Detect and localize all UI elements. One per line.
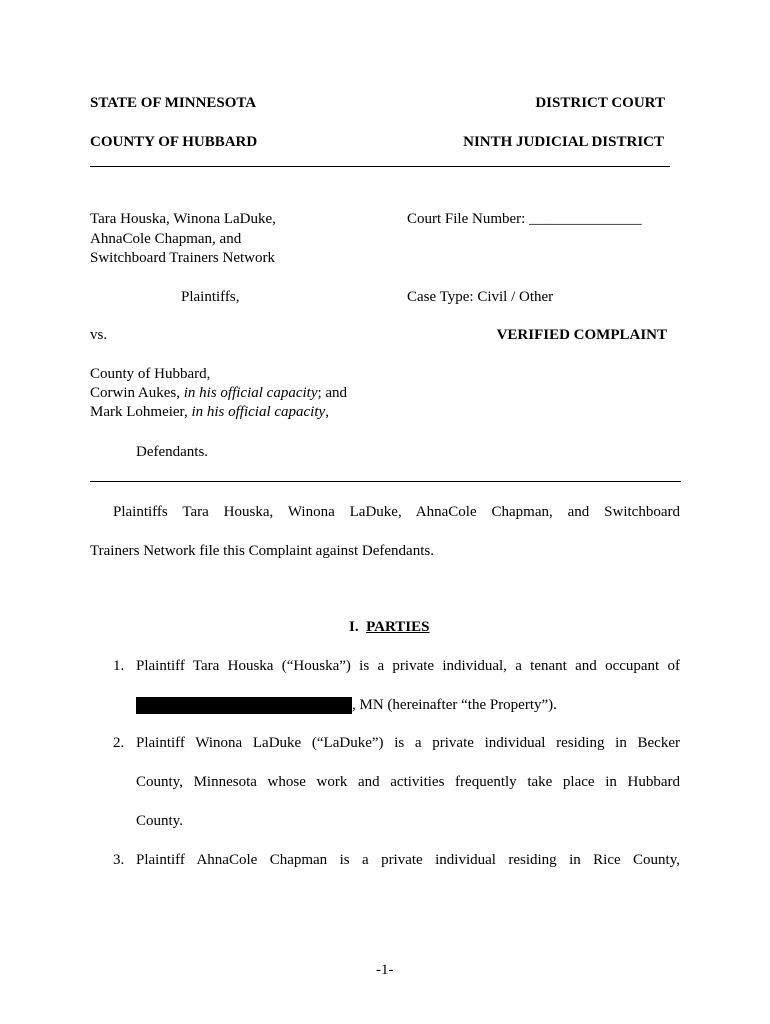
intro-line-2: Trainers Network file this Complaint against Defendants. — [90, 543, 434, 559]
defendant-lohmeier-suffix: , — [325, 404, 329, 420]
county-heading: COUNTY OF HUBBARD — [90, 134, 258, 150]
case-type: Case Type: Civil / Other — [407, 289, 554, 305]
paragraph-1-line-2: , MN (hereinafter “the Property”). — [352, 697, 557, 713]
defendants-label: Defendants. — [136, 444, 209, 460]
redaction-bar — [136, 697, 352, 714]
section-number: I. — [349, 619, 359, 635]
defendant-aukes-name: Corwin Aukes, — [90, 385, 184, 401]
defendant-county: County of Hubbard, — [90, 366, 211, 382]
paragraph-2-number: 2. — [113, 735, 125, 751]
district-heading: NINTH JUDICIAL DISTRICT — [463, 134, 664, 150]
defendant-lohmeier — [90, 403, 329, 422]
plaintiffs-label: Plaintiffs, — [181, 289, 240, 305]
defendant-aukes — [90, 384, 347, 403]
plaintiffs-names-line-2: AhnaCole Chapman, and — [90, 231, 242, 247]
intro-line-1: Plaintiffs Tara Houska, Winona LaDuke, AhnaCole Chapman, and Switchboard — [113, 504, 680, 520]
plaintiffs-names-line-1: Tara Houska, Winona LaDuke, — [90, 211, 276, 227]
paragraph-2-line-2: County, Minnesota whose work and activities frequently take place in Hubbard — [136, 774, 680, 790]
page-number: -1- — [376, 962, 394, 978]
court-heading: DISTRICT COURT — [535, 95, 665, 111]
paragraph-2-line-3: County. — [136, 813, 183, 829]
defendant-aukes-suffix: ; and — [317, 385, 348, 401]
caption-separator — [90, 481, 681, 482]
defendant-aukes-role: in his official capacity — [183, 385, 318, 401]
defendant-lohmeier-name: Mark Lohmeier, — [90, 404, 192, 420]
section-title: PARTIES — [366, 619, 430, 635]
plaintiffs-names-line-3: Switchboard Trainers Network — [90, 250, 275, 266]
paragraph-3-line-1: Plaintiff AhnaCole Chapman is a private individual residing in Rice County, — [136, 852, 680, 868]
caption-rule — [90, 166, 670, 167]
paragraph-3-number: 3. — [113, 852, 125, 868]
paragraph-2-line-1: Plaintiff Winona LaDuke (“LaDuke”) is a private individual residing in Becker — [136, 735, 680, 751]
document-title: VERIFIED COMPLAINT — [496, 327, 667, 343]
paragraph-1-line-1: Plaintiff Tara Houska (“Houska”) is a private individual, a tenant and occupant of — [136, 658, 680, 674]
section-heading — [349, 618, 429, 637]
versus-label: vs. — [90, 327, 108, 343]
paragraph-1-number: 1. — [113, 658, 125, 674]
defendant-lohmeier-role: in his official capacity — [191, 404, 326, 420]
court-file-number: Court File Number: _______________ — [407, 211, 642, 227]
state-heading: STATE OF MINNESOTA — [90, 95, 257, 111]
